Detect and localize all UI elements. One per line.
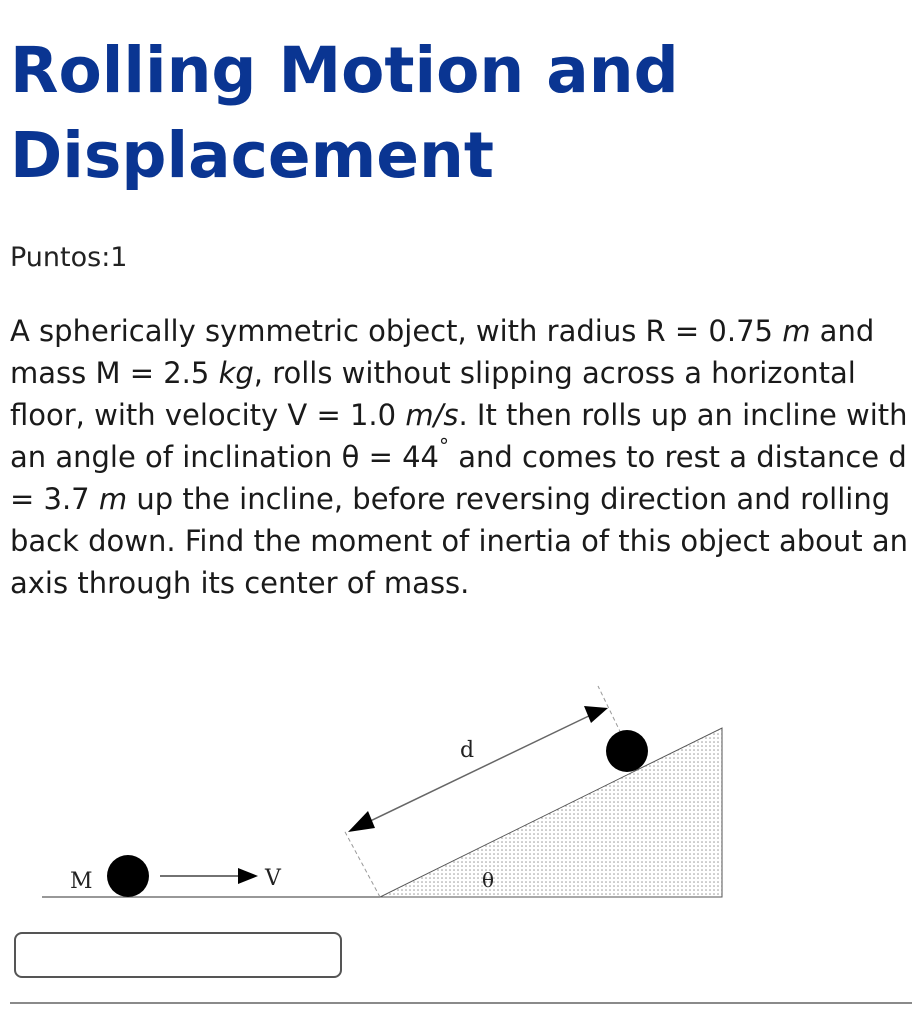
velocity-arrowhead — [238, 868, 258, 884]
answer-input[interactable] — [14, 932, 342, 978]
incline-diagram — [0, 680, 922, 920]
points-label: Puntos:1 — [10, 242, 128, 273]
incline-wedge — [380, 728, 722, 897]
question-text: A spherically symmetric object, with radius R = 0.75 m and mass M = 2.5 kg, rolls without slipping across a horizontal floor, with velocity V = 1.0 m/s. It then rolls up an incline with an angle of inclination θ = 44° and comes to rest a distance d = 3.7 m up the incline, before reversing direction and rolling back down. Find the moment of inertia of this object about an axis through its center of mass. — [10, 314, 909, 600]
page-title: Rolling Motion and Displacement — [10, 34, 679, 192]
bottom-divider — [10, 1002, 912, 1004]
mass-label: M — [70, 869, 93, 894]
distance-arrowhead-end — [584, 706, 608, 723]
distance-tick-start — [344, 830, 380, 897]
distance-arrowhead-start — [348, 811, 375, 832]
velocity-label: V — [265, 866, 281, 891]
ball-on-incline — [606, 730, 648, 772]
distance-label: d — [460, 738, 475, 763]
angle-label: θ — [482, 868, 495, 892]
ball-on-floor — [107, 855, 149, 897]
